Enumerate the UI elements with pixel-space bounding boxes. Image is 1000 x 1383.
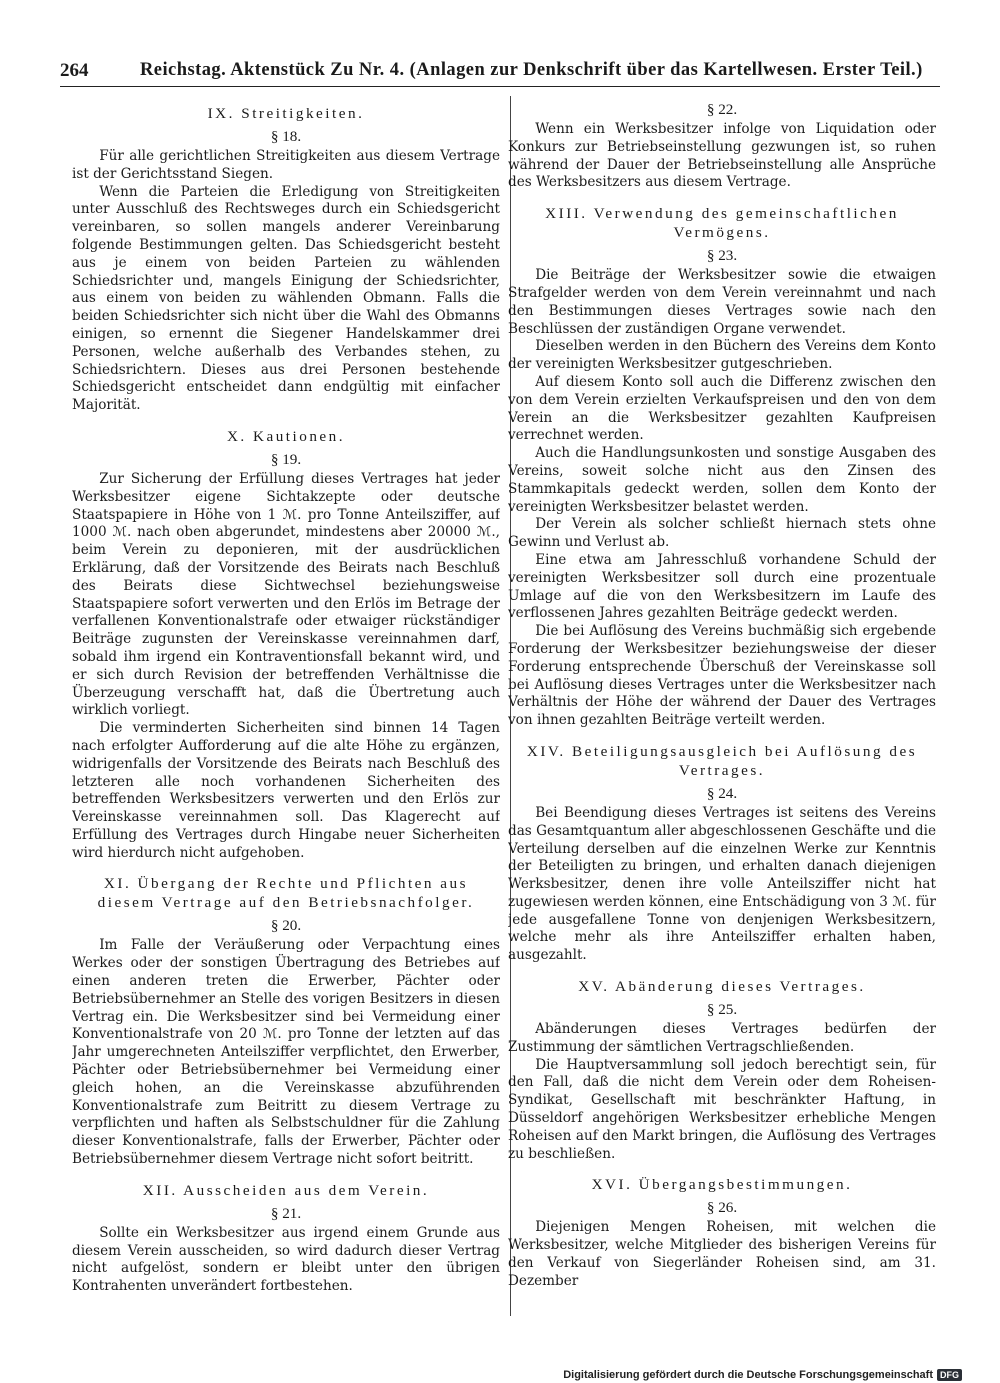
section-heading: IX. Streitigkeiten. [207,105,365,122]
body-text: Die bei Auflösung des Vereins buchmäßig sich ergebende Forderung der Werksbesitzer beziehungsweise der dieser Forderung entsprechende Überschuß der Vereinskasse soll bei Auflösung dieses Vertrages unter die Werksbesitzer nach Verhältnis der Höhe der während der Dauer des Vertrages von ihnen gezahlten Beiträge verteilt werden. [508,623,936,729]
body-text: Die verminderten Sicherheiten sind binnen 14 Tagen nach erfolgter Aufforderung auf die alte Höhe zu ergänzen, widrigenfalls der Vorsitzende des Beirats nach Beschluß des letzteren alle noch vorhandenen Sicherheiten des betreffenden Werksbesitzers verwerten und den Erlös zur Vereinskasse vereinnahmen soll. Das Klagerecht auf Erfüllung des Vertrages durch Hingabe neuer Sicherheiten wird hierdurch nicht aufgehoben. [72,720,500,861]
section-heading: XVI. Übergangsbestimmungen. [591,1176,853,1194]
body-text: Eine etwa am Jahresschluß vorhandene Schuld der vereinigten Werksbesitzer soll durch eine prozentuale Umlage auf die von den Werksbesitzern im Laufe des verflossenen Jahres gezahlten Beiträge gedeckt werden. [508,551,936,622]
running-header [60,58,940,87]
running-title: Reichstag. Aktenstück Zu Nr. 4. (Anlagen zur Denkschrift über das Kartellwesen. Erster Teil.) [140,60,923,80]
paragraph-number: § 23. [706,247,738,265]
body-text: Wenn ein Werksbesitzer infolge von Liquidation oder Konkurs zur Betriebseinstellung gezwungen ist, so ruhen während der Dauer der Betriebseinstellung alle Ansprüche des Werksbesitzers aus diesem Vertrage. [508,121,936,191]
body-text: Im Falle der Veräußerung oder Verpachtung eines Werkes oder der sonstigen Übertragung des Betriebes auf einen anderen treten die Erwerber, Pächter oder Betriebsübernehmer an Stelle des vorigen Besitzers in diesen Vertrag ein. Die Werksbesitzer sind bei Vermeidung einer Konventionalstrafe von 20 ℳ. pro Tonne der letzten auf das Jahr umgerechneten Anteilsziffer verpflichtet, den Erwerber, Pächter oder Betriebsübernehmer bei Vermeidung einer gleich hohen, an die Vereinskasse abzuführenden Konventionalstrafe zum Beitritt zu diesem Vertrage zu verpflichten und haften als Selbstschuldner für die Zahlung dieser Konventionalstrafe, falls der Erwerber, Pächter oder Betriebsübernehmer diesem Vertrage nicht sofort beitritt. [72,937,500,1168]
dfg-logo-icon: DFG [937,1369,962,1381]
left-column [72,100,500,1310]
body-text: Sollte ein Werksbesitzer aus irgend einem Grunde aus diesem Verein ausscheiden, so wird dadurch dieser Vertrag nicht aufgelöst, sondern er bleibt unter den übrigen Kontrahenten unverändert fortbestehen. [72,1224,500,1295]
section-heading: XV. Abänderung dieses Vertrages. [578,978,866,996]
body-text: Dieselben werden in den Büchern des Vereins dem Konto der vereinigten Werksbesitzer gutgeschrieben. [508,338,936,373]
body-text: Diejenigen Mengen Roheisen, mit welchen die Werksbesitzer, welche Mitglieder des bisherigen Vereins für den Verkauf von Siegerländer Roheisen sind, am 31. Dezember [508,1219,936,1289]
paragraph-number: § 24. [706,784,738,802]
body-text: Für alle gerichtlichen Streitigkeiten aus diesem Vertrage ist der Gerichtsstand Siegen. [72,148,500,182]
body-text: Wenn die Parteien die Erledigung von Streitigkeiten unter Ausschluß des Rechtsweges durch ein Schiedsgericht vereinbaren, so sollen mangels anderer Vereinbarung folgende Bestimmungen gelten. Das Schiedsgericht besteht aus je einem von beiden Parteien zu wählenden Schiedsrichter und, mangels Einigung der Schiedsrichter, aus einem von beiden zu wählenden Obmann. Falls die beiden Schiedsrichter sich nicht über die Wahl des Obmanns einigen, so ernennt die Siegener Handelskammer drei Personen, welche außerhalb des Verbandes stehen, zu Schiedsrichtern. Dieses aus drei Personen bestehende Schiedsgericht entscheidet dann endgültig mit einfacher Majorität. [72,183,500,414]
body-text: Der Verein als solcher schließt hiernach stets ohne Gewinn und Verlust ab. [508,516,936,551]
section-heading: X. Kautionen. [226,427,346,445]
paragraph-number: § 18. [270,128,302,145]
right-column [508,100,936,1310]
credit-text: Digitalisierung gefördert durch die Deutsche Forschungsgemeinschaft [563,1369,933,1381]
section-heading: XII. Ausscheiden aus dem Verein. [142,1181,430,1199]
paragraph-number: § 25. [706,1001,738,1019]
body-text: Die Beiträge der Werksbesitzer sowie die etwaigen Strafgelder werden von dem Verein vereinnahmt und nach den Bestimmungen dieses Vertrages sowie nach den Beschlüssen der zuständigen Organe verwendet. [508,267,936,337]
page-number: 264 [60,60,89,81]
paragraph-number: § 26. [706,1199,738,1217]
paragraph-number: § 21. [270,1204,302,1222]
body-text: Auf diesem Konto soll auch die Differenz zwischen den von dem Verein erzielten Verkaufspreisen und den von dem Verein an die Werksbesitzer gezahlten Kaufpreisen verrechnet werden. [508,373,936,444]
section-heading: XIII. Verwendung des gemeinschaftlichen Vermögens. [545,205,899,242]
body-text: Auch die Handlungsunkosten und sonstige Ausgaben des Vereins, soweit solche nicht aus den Zinsen des Stammkapitals gedeckt werden, sollen dem Konto der vereinigten Werksbesitzer belastet werden. [508,445,936,515]
section-heading: XIV. Beteiligungsausgleich bei Auflösung des Vertrages. [526,742,918,779]
paragraph-number: § 19. [270,450,302,468]
body-text: Abänderungen dieses Vertrages bedürfen der Zustimmung der sämtlichen Vertragschließenden. [508,1021,936,1055]
section-heading: XI. Übergang der Rechte und Pflichten aus diesem Vertrage auf den Betriebsnachfolger. [97,875,475,912]
body-text: Die Hauptversammlung soll jedoch berechtigt sein, für den Fall, daß die nicht dem Verein oder dem Roheisen-Syndikat, Gesellschaft mit beschränkter Haftung, in Düsseldorf angehörigen Werksbesitzer erhebliche Mengen Roheisen auf den Markt bringen, die Auflösung des Vertrages zu beschließen. [508,1056,936,1162]
digitization-credit [563,1368,962,1382]
paragraph-number: § 22. [706,101,738,118]
body-text: Bei Beendigung dieses Vertrages ist seitens des Vereins das Gesamtquantum aller abgeschlossenen Geschäfte und die Verteilung derselben auf die einzelnen Werke zur Kenntnis der Beteiligten zu bringen, und erhalten danach diejenigen Werksbesitzer, denen ihre volle Anteilsziffer nicht hat zugewiesen werden können, eine Entschädigung von 3 ℳ. für jede ausgefallene Tonne von denjenigen Werksbesitzern, welche mehr als ihre Anteilsziffer erhalten haben, ausgezahlt. [508,804,936,964]
body-text: Zur Sicherung der Erfüllung dieses Vertrages hat jeder Werksbesitzer eigene Sichtakzepte oder deutsche Staatspapiere in Höhe von 1 ℳ. pro Tonne Anteilsziffer, auf 1000 ℳ. nach oben abgerundet, mindestens aber 20000 ℳ., beim Verein zu deponieren, mit der ausdrücklichen Erklärung, daß der Vorsitzende des Beirats nach Beschluß des Beirats diese Sichtwechsel beziehungsweise Staatspapiere sofort verwerten und den Erlös im Betrage der verfallenen Konventionalstrafe oder etwaiger rückständiger Beiträge zugunsten der Vereinskasse vereinnahmen darf, sobald ihm irgend ein Kontraventionsfall bekannt wird, und er sich durch Revision der betreffenden Verhältnisse die Überzeugung verschafft hat, daß die Übertretung auch wirklich vorliegt. [72,470,500,719]
paragraph-number: § 20. [270,917,302,935]
